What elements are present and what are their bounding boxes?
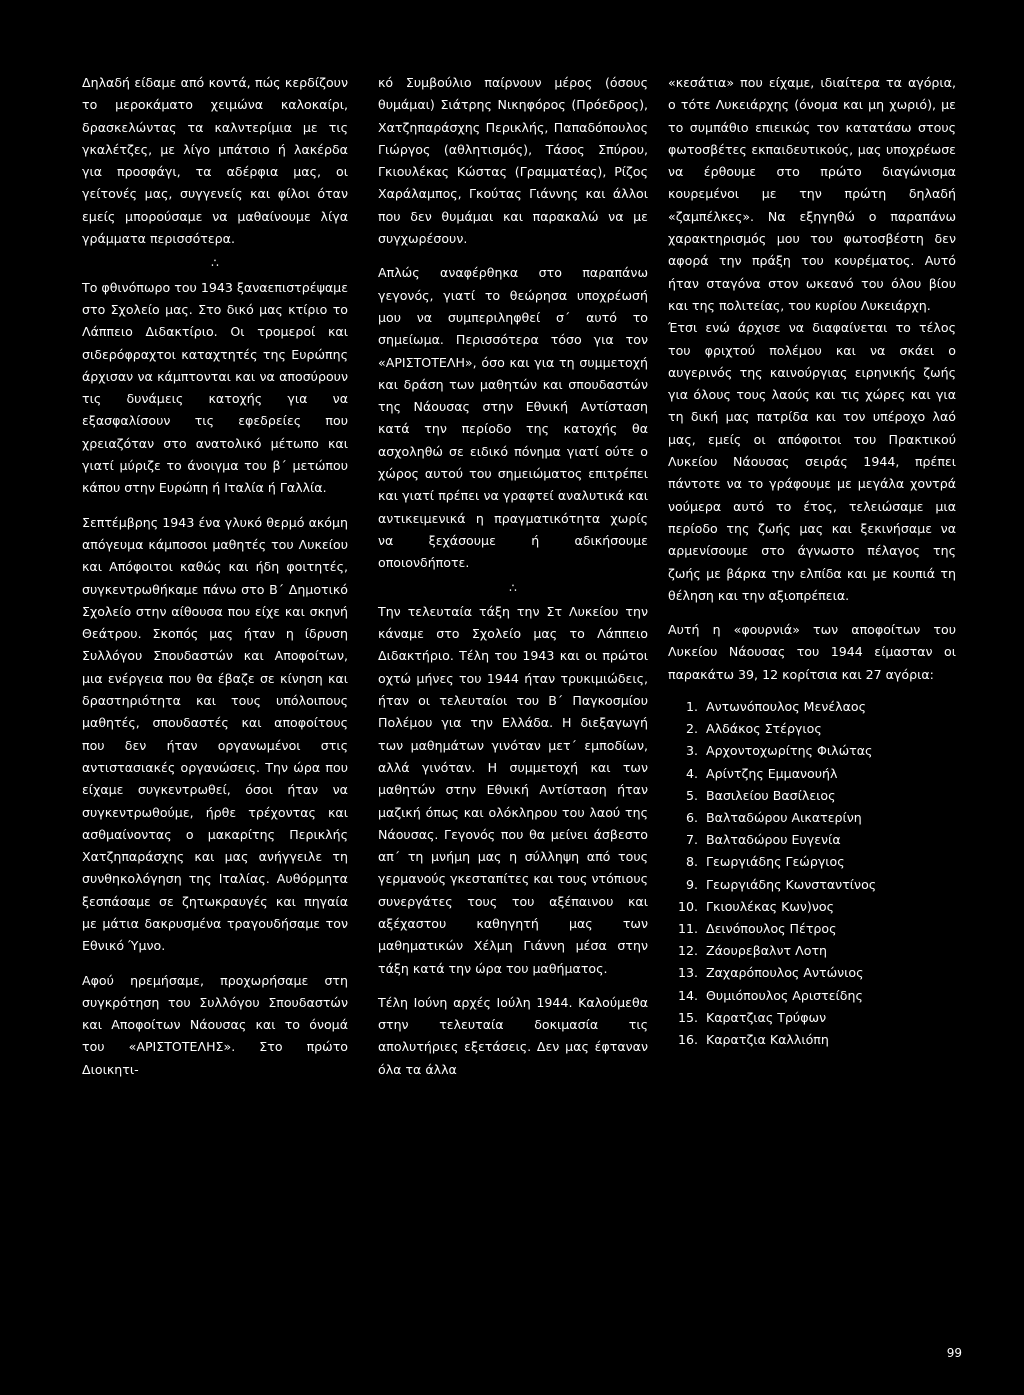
section-separator: ∴ [211,256,219,271]
list-item: 10. Γκιουλέκας Κων)νος [677,898,834,914]
list-item: 3. Αρχοντοχωρίτης Φιλώτας [685,743,873,759]
paragraph: κό Συμβούλιο παίρνουν μέρος (όσους θυμάμαι) Σιάτρης Νικηφόρος (Πρόεδρος), Χατζηπαράσχης Περικλής, Παπαδόπουλος Γιώργος (αθλητισμός), Τάσος Σπύρου, Γκιουλέκας Κώστας (Γραμματέας), Ρίζος Χαράλαμπος, Γκούτας Γιάννης και άλλοι που δεν θυμάμαι και παρακαλώ να με συγχωρέσουν. [378,75,648,247]
paragraph: Αφού ηρεμήσαμε, προχωρήσαμε στη συγκρότηση του Συλλόγου Σπουδαστών και Αποφοίτων Νάουσας και το όνομά του «ΑΡΙΣΤΟΤΕΛΗΣ». Στο πρώτο Διοικητι- [82,972,348,1077]
text-column-left [82,72,348,1081]
page-number: 99 [946,1346,962,1360]
paragraph: Έτσι ενώ άρχισε να διαφαίνεται το τέλος του φριχτού πολέμου και να σκάει ο αυγερινός της καινούργιας ειρηνικής ζωής για όλους τους λαούς και τις χώρες και για τη δική μας πατρίδα και τον υπέροχο λαό μας, εμείς οι απόφοιτοι του Πρακτικού Λυκείου Νάουσας σειράς 1944, πρέπει πάντοτε να το γράφουμε με μεγάλα χοντρά νούμερα αυτό το έτος, τελειώσαμε μια περίοδο της ζωής μας και ξεκινήσαμε να αρμενίσουμε στο άγνωστο πέλαγος της ζωής με βάρκα την ελπίδα και με κουπιά τη θέληση και την αξιοπρέπεια. [668,320,956,603]
text-column-right [668,72,956,1051]
list-item: 9. Γεωργιάδης Κωνσταντίνος [685,876,877,892]
paragraph: Σεπτέμβρης 1943 ένα γλυκό θερμό ακόμη απόγευμα κάμποσοι μαθητές του Λυκείου και Απόφοιτοι καθώς και ήδη φοιτητές, συγκεντρωθήκαμε πάνω στο Β΄ Δημοτικό Σχολείο στην αίθουσα που είχε και σκηνή Θεάτρου. Σκοπός μας ήταν η ίδρυση Συλλόγου Σπουδαστών και Αποφοίτων, μια ενέργεια που θα έβαζε σε κίνηση και δραστηριότητα και τους υπόλοιπους μαθητές, σπουδαστές και αποφοίτους που δεν ήταν οργανωμένοι στις αντιστασιακές οργανώσεις. Την ώρα που είχαμε συγκεντρωθεί, όσοι ήταν να συγκεντρωθούμε, ήρθε τρέχοντας και ασθμαίνοντας ο μακαρίτης Περικλής Χατζηπαράσχης και μας ανήγγειλε τη συνθηκολόγηση της Ιταλίας. Αυθόρμητα ξεσπάσαμε σε ζητωκραυγές και πηγαία με μάτια δακρυσμένα τραγουδήσαμε τον Εθνικό Ύμνο. [82,514,348,954]
paragraph: Αυτή η «φουρνιά» των αποφοίτων του Λυκείου Νάουσας του 1944 είμασταν οι παρακάτω 39, 12 κορίτσια και 27 αγόρια: [668,622,956,682]
list-item: 14. Θυμιόπουλος Αριστείδης [677,987,863,1003]
list-item: 13. Ζαχαρόπουλος Αντώνιος [677,965,864,981]
list-item: 7. Βαλταδώρου Ευγενία [685,832,841,848]
list-item: 4. Αρίντζης Εμμανουήλ [685,765,838,781]
list-item: 11. Δεινόπουλος Πέτρος [677,921,837,937]
list-item: 8. Γεωργιάδης Γεώργιος [685,854,845,870]
graduates-list [668,696,956,1051]
text-column-middle [378,72,648,1081]
section-separator: ∴ [509,580,517,595]
paragraph: Απλώς αναφέρθηκα στο παραπάνω γεγονός, γιατί το θεώρησα υποχρέωσή μου να συμπεριληφθεί σ΄ αυτό το σημείωμα. Περισσότερα τόσο για τον «ΑΡΙΣΤΟΤΕΛΗ», όσο και για τη συμμετοχή και δράση των μαθητών και σπουδαστών της Νάουσας στην Εθνική Αντίσταση κατά την περίοδο της κατοχής θα ασχοληθώ σε ειδικό πόνημα γιατί ούτε ο χώρος αυτού του σημειώματος επιτρέπει και γιατί πρέπει να γραφτεί αναλυτικά και αντικειμενικά η πραγματικότητα χωρίς να ξεχάσουμε ή αδικήσουμε οποιονδήποτε. [378,265,648,571]
list-item: 5. Βασιλείου Βασίλειος [685,787,836,803]
paragraph: Δηλαδή είδαμε από κοντά, πώς κερδίζουν το μεροκάματο χειμώνα καλοκαίρι, δρασκελώντας τα καλντερίμια με τις γκαλέτζες, με λίγο μπάτσιο ή λακέρδα για προσφάγι, τα αδέρφια μας, οι γείτονές μας, συγγενείς και φίλοι όταν εμείς μπορούσαμε να μαθαίνουμε λίγα γράμματα περισσότερα. [82,75,348,247]
paragraph: Το φθινόπωρο του 1943 ξαναεπιστρέψαμε στο Σχολείο μας. Στο δικό μας κτίριο το Λάππειο Διδακτίριο. Οι τρομεροί και σιδερόφραχτοι καταχτητές της Ευρώπης άρχισαν να κάμπτονται και να αποσύρουν τις δυνάμεις κατοχής για να εξασφαλίσουν τις εφεδρείες που χρειαζόταν στο ανατολικό μέτωπο και γιατί μύριζε το άνοιγμα του β΄ μετώπου κάπου στην Ευρώπη ή Ιταλία ή Γαλλία. [82,279,348,496]
paragraph: Τέλη Ιούνη αρχές Ιούλη 1944. Καλούμεθα στην τελευταία δοκιμασία τις απολυτήριες εξετάσεις. Δεν μας έφταναν όλα τα άλλα [378,994,648,1077]
list-item: 6. Βαλταδώρου Αικατερίνη [685,810,862,826]
list-item: 15. Καρατζιας Τρύφων [677,1009,827,1025]
paragraph: Την τελευταία τάξη την Στ Λυκείου την κάναμε στο Σχολείο μας το Λάππειο Διδακτήριο. Τέλη του 1943 και οι πρώτοι οχτώ μήνες του 1944 ήταν τρυκιμιώδεις, ήταν οι τελευταίοι του Β΄ Παγκοσμίου Πολέμου για την Ελλάδα. Η διεξαγωγή των μαθημάτων γινόταν μετ΄ εμποδίων, αλλά γινόταν. Η συμμετοχή και των μαθητών στην Εθνική Αντίσταση ήταν μαζική όπως και ολόκληρου του λαού της Νάουσας. Γεγονός που θα μείνει άσβεστο απ΄ τη μνήμη μας η σύλληψη από τους γερμανούς γκεσταπίτες και τους ντόπιους συνεργάτες τους του αξέπαινου και αξέχαστου καθηγητή μας των μαθηματικών Χέλμη Γιάννη μέσα στην τάξη κατά την ώρα του μαθήματος. [378,603,648,976]
paragraph: «κεσάτια» που είχαμε, ιδιαίτερα τα αγόρια, ο τότε Λυκειάρχης (όνομα και μη χωριό), με το συμπάθιο επιεικώς τον κατατάσω στους φωτοσβέτες εκπαιδευτικούς, μας υποχρέωσε να έρθουμε στο πρώτο διαγώνισμα κουρεμένοι με την πρώτη δηλαδή «ζαμπέλκες». Να εξηγηθώ ο παραπάνω χαρακτηρισμός μου του φωτοσβέστη δεν αφορά την πράξη του κουρέματος. Αυτό ήταν σταγόνα στον ωκεανό του όλου βίου και της πολιτείας, του κυρίου Λυκειάρχη. [668,75,956,313]
list-item: 16. Καρατζια Καλλιόπη [677,1032,829,1048]
list-item: 2. Αλδάκος Στέργιος [685,721,822,737]
list-item: 1. Αντωνόπουλος Μενέλαος [685,699,867,715]
list-item: 12. Ζάουρεβαλντ Λοτη [677,943,828,959]
